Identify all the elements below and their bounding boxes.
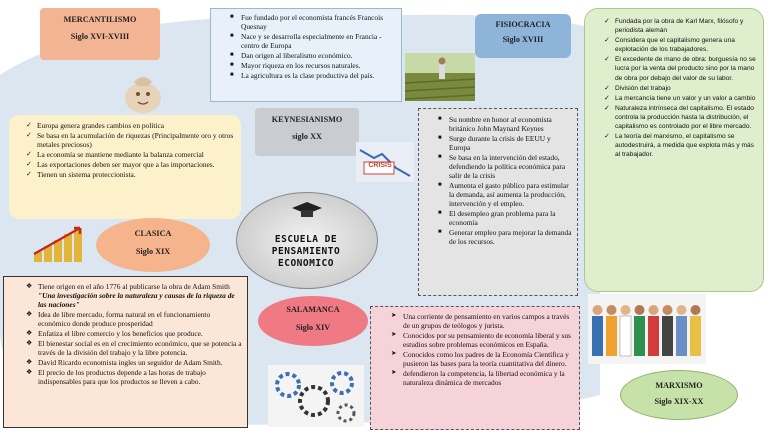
salamanca-period: Siglo XIV [295,323,331,332]
keynesianismo-item: ■ Surge durante la crisis de EEUU y Europa [449,134,573,152]
mercantilismo-list [9,115,241,219]
marxismo-item: ✓ Fundada por la obra de Karl Marx, filósofo y periodista alemán [615,17,757,35]
clasica-item-prefix: Tiene origen en el año 1776 al publicarse la obra de Adam Smith [38,282,230,291]
clasica-book-title: "Una investigación sobre la naturaleza y causas de la riqueza de las naciones" [38,291,235,310]
clasica-list [3,276,248,428]
fisiocracia-title: FISIOCRACIA [495,20,551,29]
keynesianismo-title-box [255,108,359,156]
mercantilismo-item: ✓ La economía se mantiene mediante la balanza comercial [37,150,235,159]
keynesianismo-item: ■ Generar empleo para mejorar la demanda de los recursos. [449,228,573,246]
mercantilismo-item: ✓ Se basa en la acumulación de riquezas (Principalmente oro y otros metales preciosos) [37,131,235,149]
marxismo-item: ✓ Considera que el capitalismo genera una explotación de los trabajadores. [615,36,757,54]
coins-chart-image [30,224,88,264]
marxismo-item: ✓ La mercancía tiene un valor y un valor a cambio [615,94,757,103]
clasica-period: Siglo XIX [135,247,171,256]
mercantilismo-period: Siglo XVI-XVIII [70,32,130,41]
salamanca-item: ➤ Conocidos por su pensamiento de economía liberal y sus estudios sobre problemas económicos en España. [403,331,575,349]
clasica-item: ❖ Enfatiza el libre comercio y los beneficios que produce. [38,329,243,338]
keynesianismo-item: ■ Aumenta el gasto público para estimular la demanda, así aumenta la producción, intervención y el empleo. [449,181,573,208]
fisiocracia-item: ■ La agricultura es la clase productiva del país. [241,71,397,80]
marxismo-period: Siglo XIX-XX [654,397,704,406]
salamanca-list [370,306,580,430]
fisiocracia-title-box [475,14,571,58]
clasica-title-box [96,218,210,272]
fisiocracia-item: ■ Fue fundado por el economista francés Francois Quesnay [241,13,397,31]
clasica-item [38,282,243,309]
keynesianismo-item: ■ El desempleo gran problema para la economía [449,209,573,227]
graduation-cap-icon [292,202,322,218]
fisiocracia-period: Siglo XVIII [502,35,544,44]
marxismo-item: ✓ Naturaleza intrínseca del capitalismo. El estado controla la producción hasta la distribución, el capitalismo es controlado por el libre mercado. [615,104,757,131]
clasica-item: ❖ El bienestar social es en el crecimiento económico, que se potencia a través de la división del trabajo y la libre potencia. [38,339,243,357]
keynesianismo-title: KEYNESIANISMO [271,115,343,124]
crisis-image [356,142,414,182]
clasica-title: CLASICA [134,229,172,238]
marxismo-item: ✓ El excedente de mano de obra: burguesía no se lucra por la venta del producto sino por la mano de obra por debajo del valor de su labor. [615,55,757,82]
fisiocracia-list [210,8,402,102]
mercantilismo-title-box [40,8,160,60]
salamanca-item: ➤ defendieron la competencia, la libertad económica y la naturaleza dinámica de mercados [403,369,575,387]
fisiocracia-item: ■ Mayor riqueza en los recursos naturales. [241,61,397,70]
money-bag-image [118,66,168,116]
keynesianismo-period: siglo XX [292,132,322,141]
fisiocracia-item: ■ Nace y se desarrolla especialmente en Francia - centro de Europa [241,32,397,50]
clasica-item: ❖ El precio de los productos depende a las horas de trabajo indispensables para que los productos se lleven a cabo. [38,368,243,386]
marxismo-title-box [620,370,738,420]
marxismo-item: ✓ La teoría del marxismo, el capitalismo se autodestruirá, a medida que explota más y más al trabajador. [615,132,757,159]
clasica-item: ❖ David Ricardo economista ingles un seguidor de Adam Smith. [38,358,243,367]
workers-image [588,294,706,364]
salamanca-item: ➤ Una corriente de pensamiento en varios campos a través de un grupos de teólogos y jurista. [403,312,575,330]
mercantilismo-item: ✓ Europa genera grandes cambios en política [37,121,235,130]
farm-field-image [405,53,475,101]
center-title: ESCUELA DE PENSAMIENTO ECONOMICO [271,234,341,269]
marxismo-item: ✓ División del trabajo [615,84,757,93]
salamanca-title: SALAMANCA [286,305,340,314]
salamanca-item: ➤ Conocidos como los padres de la Economía Científica y pusieron las bases para la teoría cuantitativa del dinero. [403,350,575,368]
salamanca-title-box [258,296,368,346]
marxismo-title: MARXISMO [655,381,703,390]
keynesianismo-list [418,108,578,296]
keynesianismo-item: ■ Se basa en la intervención del estado, defendiendo la política económica para salir de la crisis [449,153,573,180]
mercantilismo-item: ✓ Las exportaciones deben ser mayor que a las importaciones. [37,160,235,169]
clasica-item: ❖ Idea de libre mercado, forma natural en el funcionamiento económico donde produce prosperidad [38,310,243,328]
mercantilismo-title: MERCANTILISMO [63,15,137,24]
gears-image [268,365,364,427]
crisis-label: CRISIS [368,162,392,169]
marxismo-list [584,8,764,292]
mercantilismo-item: ✓ Tienen un sistema proteccionista. [37,170,235,179]
keynesianismo-item: ■ Su nombre en honor al economista británico John Maynard Keynes [449,115,573,133]
fisiocracia-item: ■ Dan origen al liberalismo económico. [241,51,397,60]
